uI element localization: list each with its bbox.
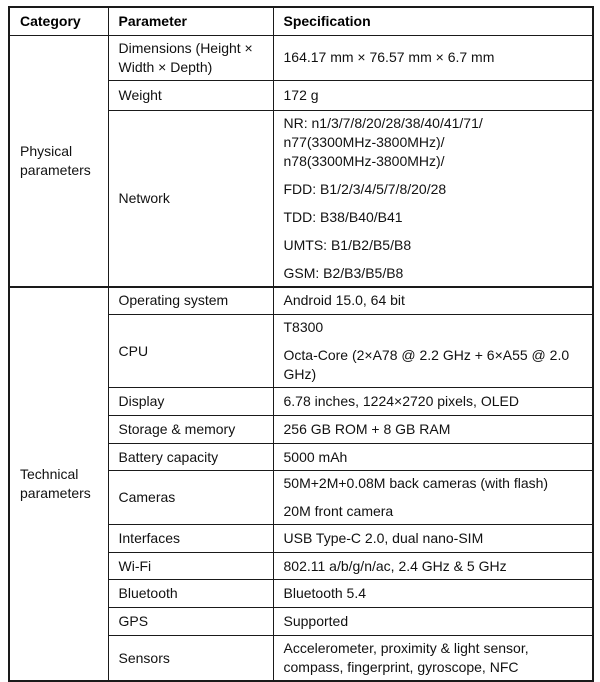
spec-table [8,6,594,682]
spec-line: Octa-Core (2×A78 @ 2.2 GHz + 6×A55 @ 2.0 GHz) [283,347,570,382]
parameter-cell: Storage & memory [108,416,273,444]
parameter-cell: GPS [108,608,273,636]
spec-line: FDD: B1/2/3/4/5/7/8/20/28 [283,180,447,197]
spec-cell [273,608,593,636]
parameter-cell: Wi-Fi [108,553,273,580]
spec-line: UMTS: B1/B2/B5/B8 [283,236,412,253]
spec-cell [273,416,593,444]
spec-line: 5000 mAh [283,448,348,465]
spec-cell [273,315,593,388]
header-cell-category: Category [9,7,108,35]
spec-line: 802.11 a/b/g/n/ac, 2.4 GHz & 5 GHz [283,557,507,574]
category-cell-technical: Technical parameters [9,287,108,682]
spec-line: n77(3300MHz-3800MHz)/ [283,133,445,150]
spec-line: Supported [283,613,349,629]
spec-cell [273,287,593,315]
spec-line: 20M front camera [283,503,394,519]
spec-line: 164.17 mm × 76.57 mm × 6.7 mm [283,49,495,65]
header-cell-parameter: Parameter [108,7,273,35]
spec-cell [273,80,593,110]
parameter-cell: Cameras [108,471,273,525]
spec-line: Accelerometer, proximity & light sensor, compass, fingerprint, gyroscope, NFC [283,640,529,675]
header-cell-specification: Specification [273,7,593,35]
category-cell-physical: Physical parameters [9,35,108,287]
spec-line: T8300 [283,319,324,335]
parameter-cell: CPU [108,315,273,388]
spec-cell [273,388,593,416]
parameter-cell: Sensors [108,636,273,682]
spec-cell [273,471,593,525]
spec-cell [273,444,593,471]
spec-line: Bluetooth 5.4 [283,585,367,601]
spec-line: GSM: B2/B3/B5/B8 [283,264,404,281]
spec-cell [273,525,593,553]
spec-line: 6.78 inches, 1224×2720 pixels, OLED [283,393,519,409]
parameter-cell: Interfaces [108,525,273,553]
spec-cell [273,553,593,580]
spec-line: 50M+2M+0.08M back cameras (with flash) [283,475,549,491]
spec-cell [273,636,593,682]
parameter-cell: Dimensions (Height × Width × Depth) [108,35,273,80]
spec-line: Android 15.0, 64 bit [283,292,405,309]
spec-line: 172 g [283,86,319,103]
parameter-cell: Display [108,388,273,416]
spec-cell [273,110,593,287]
parameter-cell: Weight [108,80,273,110]
spec-line: 256 GB ROM + 8 GB RAM [283,421,451,437]
spec-cell [273,580,593,608]
table-header-row [9,7,593,35]
spec-cell [273,35,593,80]
parameter-cell: Network [108,110,273,287]
table-row [9,35,593,80]
parameter-cell: Battery capacity [108,444,273,471]
parameter-cell: Operating system [108,287,273,315]
parameter-cell: Bluetooth [108,580,273,608]
spec-line: n78(3300MHz-3800MHz)/ [283,152,445,169]
spec-line: NR: n1/3/7/8/20/28/38/40/41/71/ [283,114,483,131]
table-row [9,287,593,315]
spec-line: USB Type-C 2.0, dual nano-SIM [283,530,484,546]
spec-line: TDD: B38/B40/B41 [283,208,403,225]
